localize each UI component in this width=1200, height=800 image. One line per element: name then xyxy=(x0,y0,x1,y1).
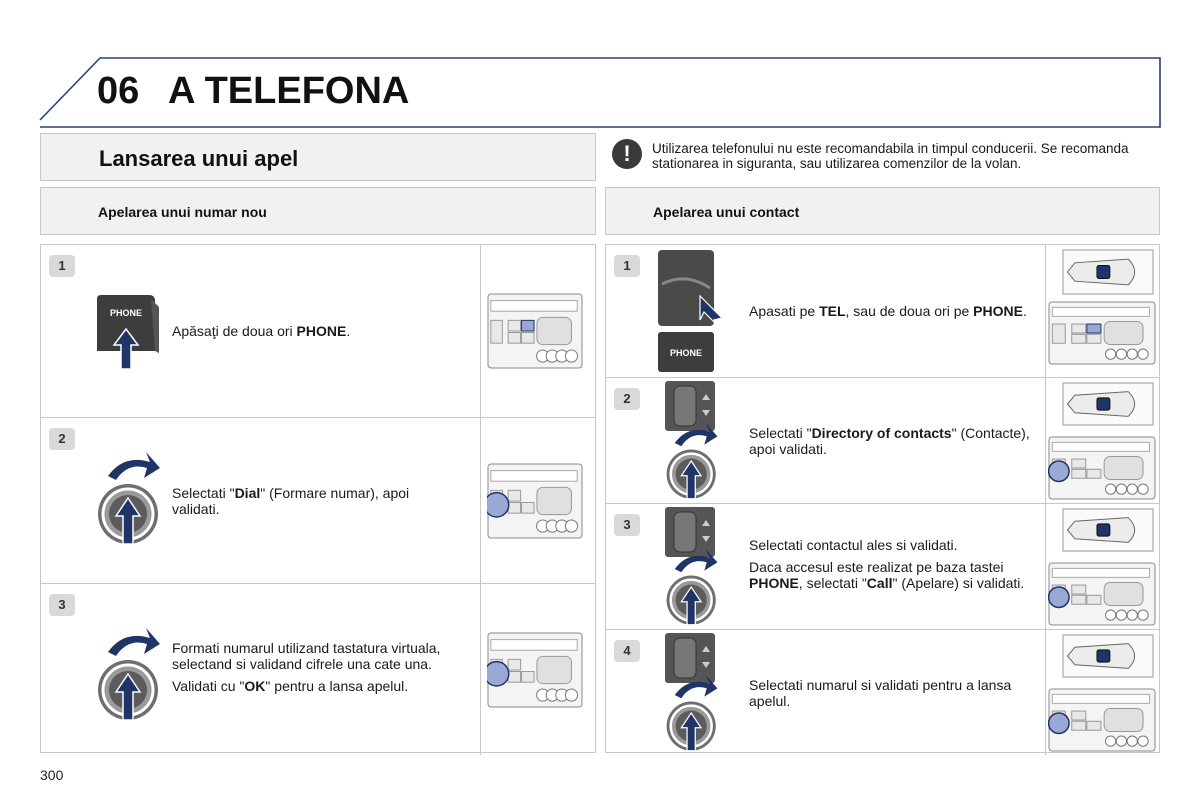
radio-panel-icon xyxy=(487,463,583,539)
steering-stalk-icon xyxy=(1062,249,1154,295)
left-subheader xyxy=(40,187,596,235)
illustration-column xyxy=(1045,504,1159,630)
left-step-2 xyxy=(41,417,595,584)
right-subtitle: Apelarea unui contact xyxy=(653,204,800,220)
illustration-column xyxy=(1045,630,1159,755)
phone-key-label: PHONE xyxy=(669,348,703,358)
rotary-knob-icon xyxy=(657,546,727,628)
step-number-badge: 3 xyxy=(614,514,640,536)
chapter-title: A TELEFONA xyxy=(168,70,410,112)
step-instruction-text: Formati numarul utilizand tastatura virtuala, selectand si validand cifrele una cate una. Validati cu "OK" pentru a lansa apelul. xyxy=(172,639,441,694)
step-instruction-text: Apăsaţi de doua ori PHONE. xyxy=(172,323,351,339)
step-number-badge: 1 xyxy=(614,255,640,277)
step-number-badge: 3 xyxy=(49,594,75,616)
phone-key-label: PHONE xyxy=(109,308,143,318)
step-number-badge: 4 xyxy=(614,640,640,662)
steering-control-phone-icon xyxy=(656,248,726,373)
illustration-column xyxy=(1045,245,1159,377)
left-step-1 xyxy=(41,245,595,417)
section-title: Lansarea unui apel xyxy=(99,146,299,171)
steering-stalk-icon xyxy=(1062,508,1154,552)
rotary-knob-icon xyxy=(657,672,727,754)
illustration-column xyxy=(1045,378,1159,504)
right-subheader xyxy=(605,187,1160,235)
rotary-knob-icon xyxy=(657,420,727,502)
radio-panel-icon xyxy=(1048,301,1156,365)
illustration-column xyxy=(480,418,595,584)
left-steps-panel xyxy=(40,244,596,753)
step-instruction-text: Selectati "Dial" (Formare numar), apoi validati. xyxy=(172,485,410,517)
step-instruction-text: Selectati "Directory of contacts" (Contacte), apoi validati. xyxy=(749,425,1030,457)
right-step-1 xyxy=(606,245,1159,377)
right-steps-panel xyxy=(605,244,1160,753)
illustration-column xyxy=(480,245,595,417)
step-instruction-text: Selectati contactul ales si validati. Daca accesul este realizat pe baza tastei PHONE, selectati "Call" (Apelare) si validati. xyxy=(749,537,1025,591)
phone-button-icon xyxy=(93,293,163,373)
warning-icon: ! xyxy=(612,139,642,169)
left-step-3 xyxy=(41,583,595,755)
warning-text: Utilizarea telefonului nu este recomandabila in timpul conducerii. Se recomanda stationarea in siguranta, sau utilizarea comenzilor de la volan. xyxy=(652,141,1129,171)
radio-panel-icon xyxy=(1048,436,1156,500)
radio-panel-icon xyxy=(487,293,583,369)
radio-panel-icon xyxy=(1048,688,1156,752)
rotary-knob-icon xyxy=(94,448,164,548)
section-header xyxy=(40,133,596,181)
chapter-number: 06 xyxy=(97,70,140,112)
radio-panel-icon xyxy=(1048,562,1156,626)
steering-stalk-icon xyxy=(1062,382,1154,426)
step-number-badge: 2 xyxy=(614,388,640,410)
rotary-knob-icon xyxy=(94,624,164,724)
illustration-column xyxy=(480,584,595,755)
left-subtitle: Apelarea unui numar nou xyxy=(98,204,267,220)
step-number-badge: 2 xyxy=(49,428,75,450)
steering-stalk-icon xyxy=(1062,634,1154,678)
step-instruction-text: Apasati pe TEL, sau de doua ori pe PHONE. xyxy=(749,303,1027,319)
step-instruction-text: Selectati numarul si validati pentru a lansa apelul. xyxy=(749,676,1012,709)
right-step-4 xyxy=(606,629,1159,755)
radio-panel-icon xyxy=(487,632,583,708)
right-step-2 xyxy=(606,377,1159,504)
right-step-3 xyxy=(606,503,1159,630)
step-number-badge: 1 xyxy=(49,255,75,277)
page-number: 300 xyxy=(40,767,64,783)
